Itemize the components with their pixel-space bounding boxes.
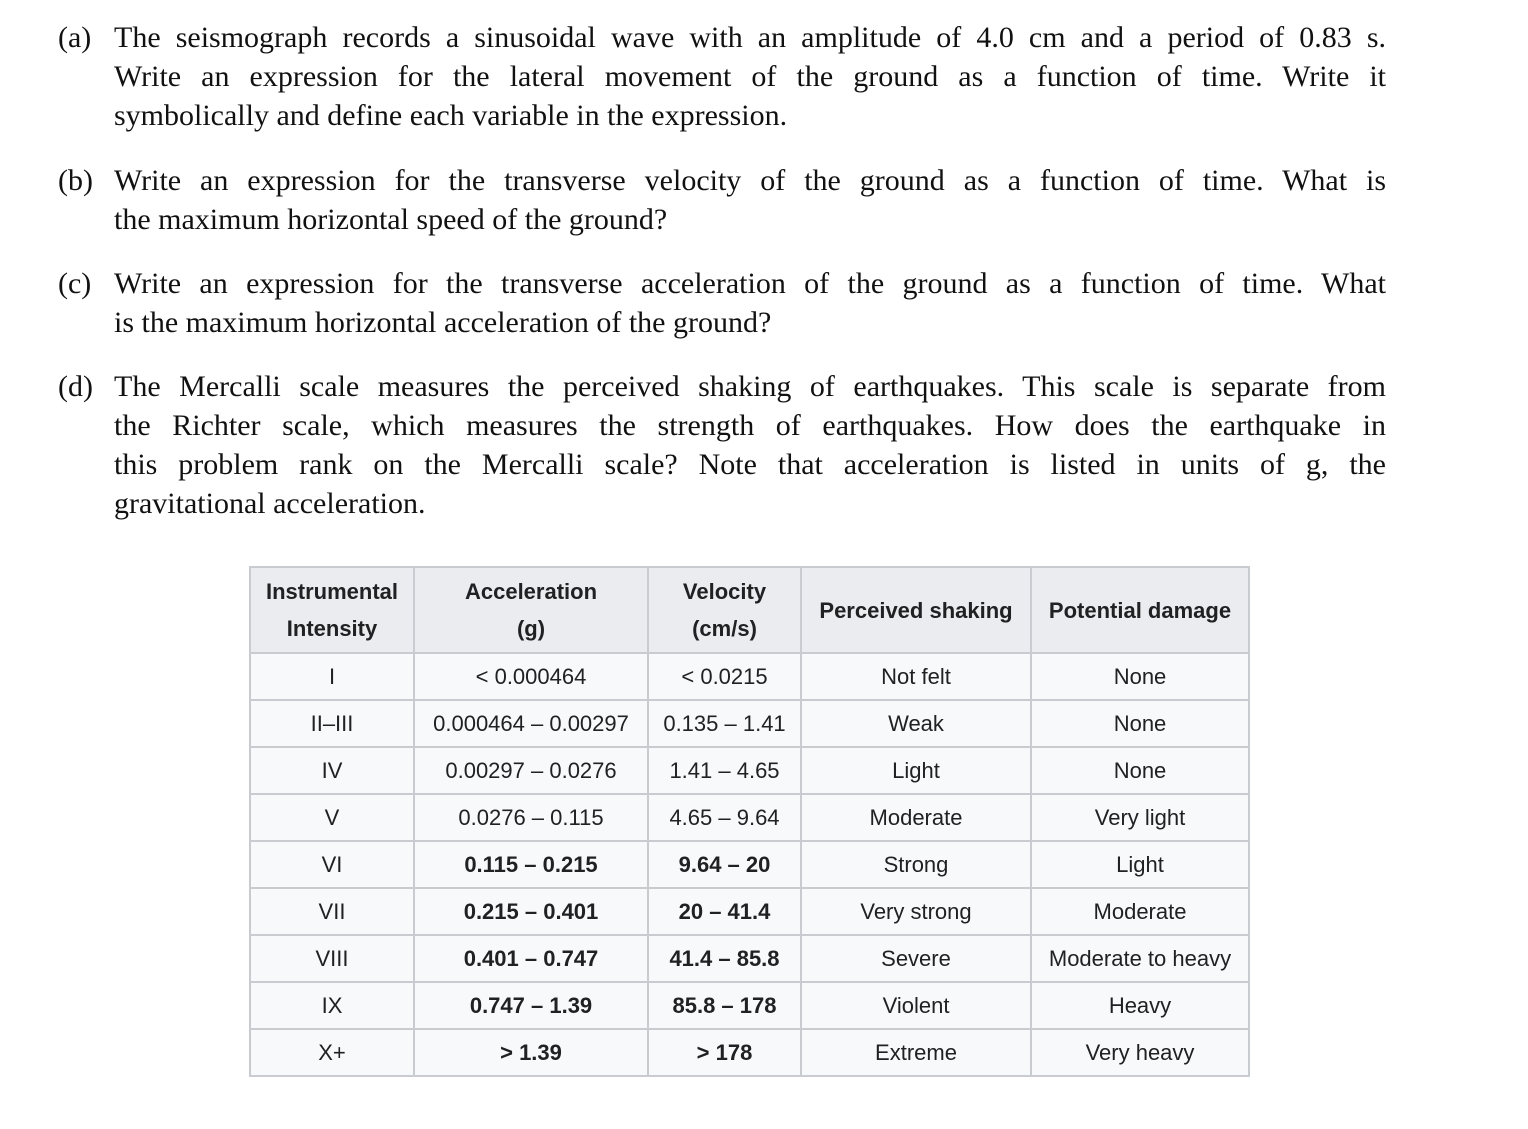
cell-velocity: 20 – 41.4 (648, 888, 801, 935)
table-row (250, 653, 1249, 700)
question-a-label: (a) (58, 21, 92, 54)
table-row (250, 888, 1249, 935)
question-b-label: (b) (58, 164, 93, 197)
cell-acceleration: 0.747 – 1.39 (414, 982, 648, 1029)
question-c-line-1: Write an expression for the transverse acceleration of the ground as a function of time. What (114, 267, 1386, 300)
mercalli-table-header (250, 567, 1249, 653)
header-intensity-line-1: Instrumental (265, 579, 399, 604)
cell-potential-damage: Heavy (1031, 982, 1249, 1029)
cell-velocity: 1.41 – 4.65 (648, 747, 801, 794)
header-velocity (648, 567, 801, 653)
cell-perceived-shaking: Moderate (801, 794, 1031, 841)
question-c-text (114, 264, 1386, 342)
header-acceleration (414, 567, 648, 653)
header-intensity (250, 567, 414, 653)
table-row (250, 982, 1249, 1029)
cell-acceleration: > 1.39 (414, 1029, 648, 1076)
cell-perceived-shaking: Severe (801, 935, 1031, 982)
table-row (250, 841, 1249, 888)
cell-intensity: V (250, 794, 414, 841)
cell-velocity: 41.4 – 85.8 (648, 935, 801, 982)
cell-potential-damage: None (1031, 700, 1249, 747)
cell-perceived-shaking: Violent (801, 982, 1031, 1029)
question-c-line-2: is the maximum horizontal acceleration of the ground? (114, 306, 772, 339)
cell-acceleration: 0.215 – 0.401 (414, 888, 648, 935)
cell-velocity: 9.64 – 20 (648, 841, 801, 888)
cell-potential-damage: None (1031, 747, 1249, 794)
question-a-line-1: The seismograph records a sinusoidal wave with an amplitude of 4.0 cm and a period of 0.83 s. (114, 21, 1386, 54)
table-row (250, 747, 1249, 794)
question-d-line-3: this problem rank on the Mercalli scale? Note that acceleration is listed in units of g, the (114, 448, 1386, 481)
cell-intensity: VI (250, 841, 414, 888)
cell-acceleration: 0.0276 – 0.115 (414, 794, 648, 841)
header-intensity-line-2: Intensity (286, 616, 378, 641)
cell-acceleration: < 0.000464 (414, 653, 648, 700)
question-d-line-4: gravitational acceleration. (114, 487, 426, 520)
table-row (250, 935, 1249, 982)
cell-potential-damage: Very light (1031, 794, 1249, 841)
cell-potential-damage: Light (1031, 841, 1249, 888)
cell-acceleration: 0.401 – 0.747 (414, 935, 648, 982)
mercalli-table-body (250, 653, 1249, 1076)
cell-perceived-shaking: Extreme (801, 1029, 1031, 1076)
cell-velocity: 4.65 – 9.64 (648, 794, 801, 841)
table-row (250, 1029, 1249, 1076)
cell-velocity: < 0.0215 (648, 653, 801, 700)
cell-acceleration: 0.000464 – 0.00297 (414, 700, 648, 747)
header-acceleration-line-2: (g) (516, 616, 546, 641)
cell-intensity: II–III (250, 700, 414, 747)
cell-intensity: VIII (250, 935, 414, 982)
table-row (250, 794, 1249, 841)
cell-velocity: 0.135 – 1.41 (648, 700, 801, 747)
header-potential-damage: Potential damage (1031, 567, 1249, 653)
cell-perceived-shaking: Light (801, 747, 1031, 794)
question-a-line-3: symbolically and define each variable in the expression. (114, 99, 788, 132)
cell-potential-damage: Moderate (1031, 888, 1249, 935)
cell-potential-damage: Very heavy (1031, 1029, 1249, 1076)
cell-velocity: > 178 (648, 1029, 801, 1076)
cell-potential-damage: Moderate to heavy (1031, 935, 1249, 982)
header-velocity-line-2: (cm/s) (692, 616, 757, 641)
cell-intensity: IX (250, 982, 414, 1029)
cell-perceived-shaking: Very strong (801, 888, 1031, 935)
cell-perceived-shaking: Not felt (801, 653, 1031, 700)
cell-velocity: 85.8 – 178 (648, 982, 801, 1029)
header-perceived-shaking: Perceived shaking (801, 567, 1031, 653)
header-row (250, 567, 1249, 653)
cell-acceleration: 0.00297 – 0.0276 (414, 747, 648, 794)
cell-intensity: IV (250, 747, 414, 794)
question-d-line-1: The Mercalli scale measures the perceived shaking of earthquakes. This scale is separate from (114, 370, 1386, 403)
question-a-text (114, 18, 1386, 135)
cell-intensity: VII (250, 888, 414, 935)
question-b-text (114, 161, 1386, 239)
cell-perceived-shaking: Strong (801, 841, 1031, 888)
cell-intensity: I (250, 653, 414, 700)
cell-acceleration: 0.115 – 0.215 (414, 841, 648, 888)
table-row (250, 700, 1249, 747)
question-c-label: (c) (58, 267, 92, 300)
cell-perceived-shaking: Weak (801, 700, 1031, 747)
question-d-label: (d) (58, 370, 93, 403)
question-d-line-2: the Richter scale, which measures the strength of earthquakes. How does the earthquake in (114, 409, 1386, 442)
question-d-text (114, 367, 1386, 523)
cell-intensity: X+ (250, 1029, 414, 1076)
header-velocity-line-1: Velocity (682, 579, 767, 604)
mercalli-table (249, 566, 1250, 1077)
question-b-line-1: Write an expression for the transverse velocity of the ground as a function of time. What is (114, 164, 1386, 197)
cell-potential-damage: None (1031, 653, 1249, 700)
question-b-line-2: the maximum horizontal speed of the ground? (114, 203, 668, 236)
header-acceleration-line-1: Acceleration (464, 579, 598, 604)
question-a-line-2: Write an expression for the lateral movement of the ground as a function of time. Write it (114, 60, 1386, 93)
